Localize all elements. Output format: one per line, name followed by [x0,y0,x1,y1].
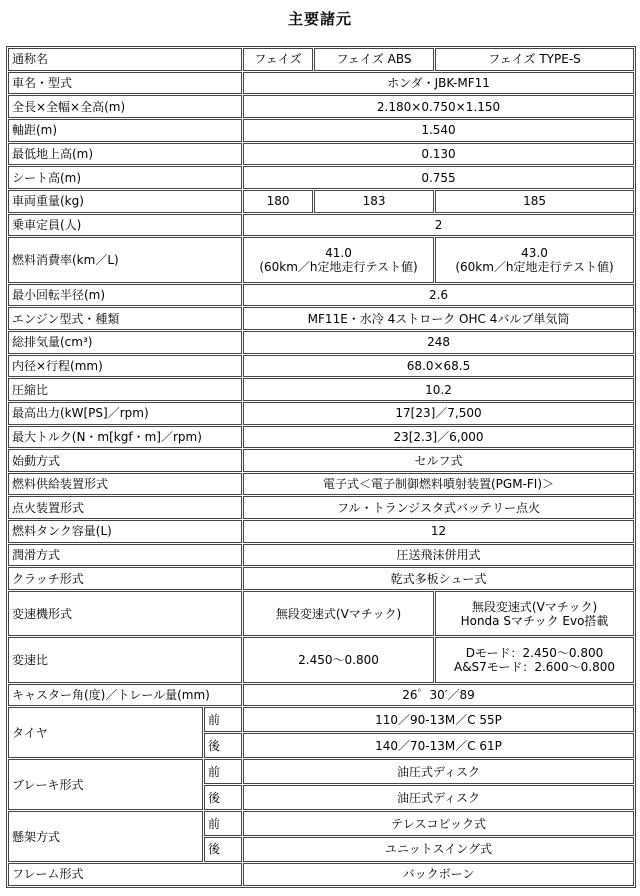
position-label: 後 [204,837,242,862]
row-label: キャスター角(度)／トレール量(mm) [8,684,242,707]
row-label: 総排気量(cm³) [8,331,242,354]
row-value: セルフ式 [243,449,634,472]
row-label: ブレーキ形式 [8,759,203,810]
spec-table [6,46,636,888]
row-value: 17[23]／7,500 [243,402,634,425]
table-row [8,759,634,784]
row-label: 最大トルク(N・m[kgf・m]／rpm) [8,426,242,449]
table-row [8,331,634,354]
row-label: 点火装置形式 [8,496,242,519]
table-row [8,473,634,496]
row-value: MF11E・水冷 4ストローク OHC 4バルブ単気筒 [243,307,634,330]
transmission-note: Honda Sマチック Evo搭載 [460,613,609,628]
row-value: 68.0×68.5 [243,355,634,378]
row-label: 最小回転半径(m) [8,284,242,307]
ratio-as7-mode: A&S7モード：2.600〜0.800 [453,660,616,675]
row-label: 燃料消費率(km／L) [8,237,242,282]
ratio-d-mode: Dモード：2.450〜0.800 [465,646,604,661]
row-value: 2.180×0.750×1.150 [243,95,634,118]
row-label: 圧縮比 [8,378,242,401]
row-value: 0.755 [243,166,634,189]
position-label: 後 [204,733,242,758]
row-value: バックボーン [243,863,634,886]
position-label: 後 [204,785,242,810]
row-label: 変速比 [8,637,242,682]
table-row [8,355,634,378]
row-value: 電子式＜電子制御燃料噴射装置(PGM-FI)＞ [243,473,634,496]
row-label: 内径×行程(mm) [8,355,242,378]
page-title: 主要諸元 [287,10,352,28]
row-label: 燃料タンク容量(L) [8,520,242,543]
table-row [8,684,634,707]
row-value: 23[2.3]／6,000 [243,426,634,449]
row-label: 車名・型式 [8,72,242,95]
row-value: 140／70-13M／C 61P [243,733,634,758]
table-row [8,119,634,142]
row-value [435,637,634,682]
table-row [8,95,634,118]
row-value [435,591,634,636]
row-value: 26゜30′／89 [243,684,634,707]
table-row [8,237,634,282]
fuel-value: 43.0 [521,245,548,260]
row-label: 懸架方式 [8,811,203,862]
table-row [8,591,634,636]
row-label: フレーム形式 [8,863,242,886]
row-value: 2 [243,214,634,237]
table-row [8,378,634,401]
row-value: 185 [435,190,634,213]
row-value: 乾式多板シュー式 [243,567,634,590]
model-name: フェイズ ABS [314,48,434,71]
position-label: 前 [204,759,242,784]
table-row [8,402,634,425]
table-row [8,707,634,732]
table-row [8,567,634,590]
row-value: ホンダ・JBK-MF11 [243,72,634,95]
table-row [8,190,634,213]
row-label: 最低地上高(m) [8,143,242,166]
table-row [8,72,634,95]
row-value: 2.450〜0.800 [243,637,434,682]
row-label: シート高(m) [8,166,242,189]
row-value: 180 [243,190,313,213]
row-label: クラッチ形式 [8,567,242,590]
row-label: タイヤ [8,707,203,758]
row-value: 248 [243,331,634,354]
table-row [8,449,634,472]
table-row [8,214,634,237]
model-name: フェイズ TYPE-S [435,48,634,71]
row-label: 始動方式 [8,449,242,472]
row-value: 油圧式ディスク [243,785,634,810]
row-label: 最高出力(kW[PS]／rpm) [8,402,242,425]
table-row [8,48,634,71]
row-value: 油圧式ディスク [243,759,634,784]
table-row [8,863,634,886]
table-row [8,520,634,543]
position-label: 前 [204,707,242,732]
transmission-type: 無段変速式(Vマチック) [471,599,598,614]
row-label: 変速機形式 [8,591,242,636]
position-label: 前 [204,811,242,836]
row-label: 通称名 [8,48,242,71]
table-row [8,426,634,449]
row-value: 12 [243,520,634,543]
fuel-value: 41.0 [325,245,352,260]
table-row [8,166,634,189]
row-value: 10.2 [243,378,634,401]
table-row [8,811,634,836]
row-value: 2.6 [243,284,634,307]
row-label: エンジン型式・種類 [8,307,242,330]
row-value: 圧送飛沫併用式 [243,544,634,567]
table-row [8,284,634,307]
table-row [8,496,634,519]
row-label: 乗車定員(人) [8,214,242,237]
row-label: 燃料供給装置形式 [8,473,242,496]
fuel-note: (60km／h定地走行テスト値) [259,259,418,274]
row-value: 110／90-13M／C 55P [243,707,634,732]
table-row [8,544,634,567]
row-value: フル・トランジスタ式バッテリー点火 [243,496,634,519]
row-label: 潤滑方式 [8,544,242,567]
row-value: ユニットスイング式 [243,837,634,862]
table-row [8,143,634,166]
table-row [8,307,634,330]
row-value: 1.540 [243,119,634,142]
row-value [243,237,434,282]
model-name: フェイズ [243,48,313,71]
row-label: 車両重量(kg) [8,190,242,213]
row-value: 183 [314,190,434,213]
fuel-note: (60km／h定地走行テスト値) [455,259,614,274]
row-value [435,237,634,282]
table-row [8,637,634,682]
row-label: 軸距(m) [8,119,242,142]
row-value: 0.130 [243,143,634,166]
row-value: テレスコピック式 [243,811,634,836]
row-value: 無段変速式(Vマチック) [243,591,434,636]
row-label: 全長×全幅×全高(m) [8,95,242,118]
